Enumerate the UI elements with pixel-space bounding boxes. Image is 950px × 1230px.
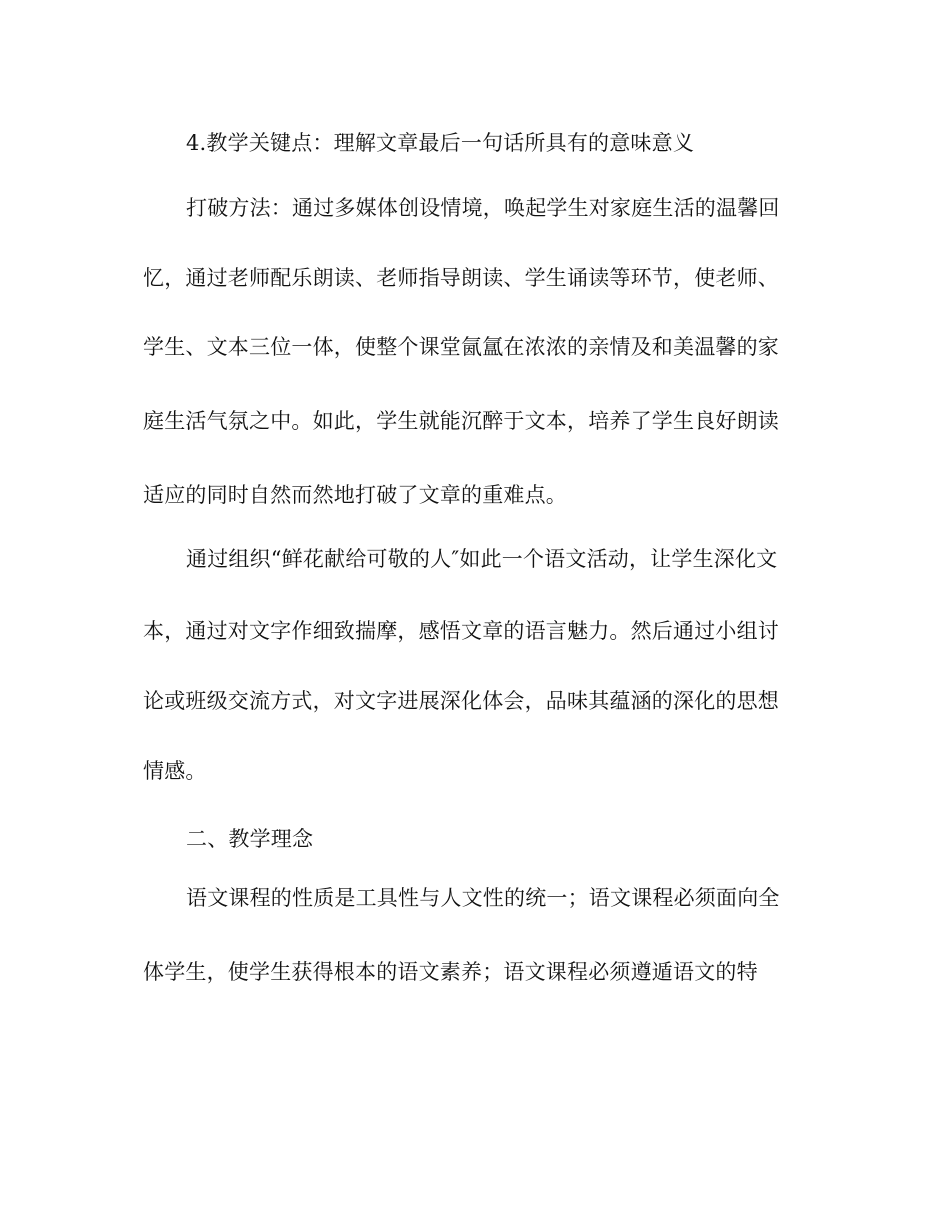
paragraph-line: 适应的同时自然而然地打破了文章的重难点。 <box>143 483 567 507</box>
paragraph-line: 庭生活气氛之中。如此，学生就能沉醉于文本，培养了学生良好朗读 <box>143 409 779 433</box>
section-heading: 二、教学理念 <box>186 827 314 851</box>
paragraph-line: 打破方法：通过多媒体创设情境，唤起学生对家庭生活的温馨回 <box>186 196 780 220</box>
paragraph-line: 情感。 <box>143 759 207 783</box>
paragraph-line: 通过组织“鲜花献给可敬的人″如此一个语文活动，让学生深化文 <box>186 547 778 571</box>
paragraph-line-key-point: 4.教学关键点：理解文章最后一句话所具有的意味意义 <box>186 131 695 155</box>
paragraph-line: 语文课程的性质是工具性与人文性的统一；语文课程必须面向全 <box>186 886 780 910</box>
paragraph-line: 体学生，使学生获得根本的语文素养；语文课程必须遵遁语文的特 <box>143 960 758 984</box>
paragraph-line: 学生、文本三位一体，使整个课堂氤氲在浓浓的亲情及和美温馨的家 <box>143 335 779 359</box>
paragraph-line: 论或班级交流方式，对文字进展深化体会，品味其蕴涵的深化的思想 <box>143 689 779 713</box>
paragraph-line: 忆，通过老师配乐朗读、老师指导朗读、学生诵读等环节，使老师、 <box>143 266 779 290</box>
paragraph-line: 本，通过对文字作细致揣摩，感悟文章的语言魅力。然后通过小组讨 <box>143 619 779 643</box>
